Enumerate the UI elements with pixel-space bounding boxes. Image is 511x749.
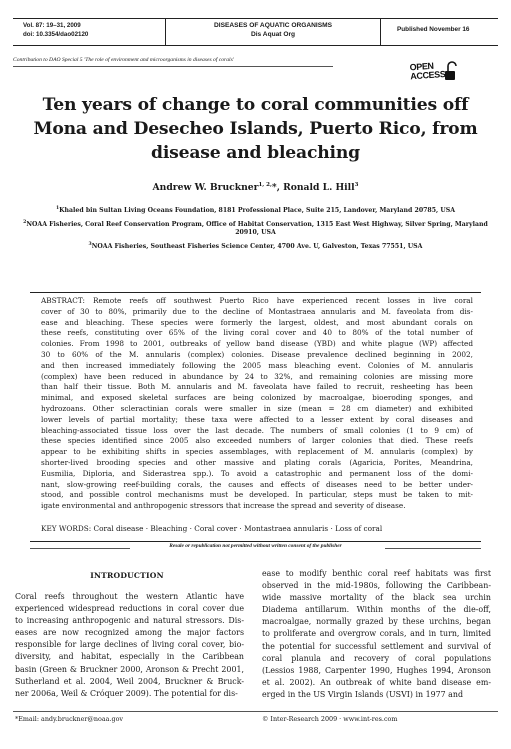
body-text-line: responsible for large declines of living coral cover, bio- bbox=[15, 640, 244, 650]
abstract-line: these species identified since 2005 also exceeded numbers of larger colonies that died. These reefs bbox=[41, 436, 473, 446]
divider bbox=[385, 548, 481, 549]
divider bbox=[13, 66, 333, 67]
author-name: Andrew W. Bruckner bbox=[152, 182, 259, 193]
contribution-note: Contribution to DAO Special 5 'The role of environment and microorganisms in diseases of corals' bbox=[13, 57, 234, 63]
body-text-line: coral planula and recovery of coral populations bbox=[262, 653, 491, 663]
body-text-line: wide massive mortality of the black sea urchin bbox=[262, 593, 491, 603]
section-heading: INTRODUCTION bbox=[90, 571, 164, 580]
body-text-line: eases are now recognized among the major factors bbox=[15, 628, 244, 638]
affiliation-marks: 3 bbox=[354, 181, 359, 188]
resale-note: Resale or republication not permitted without written consent of the publisher bbox=[169, 543, 342, 549]
abstract-line: than half their tissue. Both M. annularis and M. faveolata have failed to recruit, resheeting has been bbox=[41, 382, 473, 392]
abstract-line: hydrozoans. Other scleractinian corals were smaller in size (mean = 28 cm diameter) and exhibited bbox=[41, 403, 473, 413]
body-text-line: to proliferate and overgrow corals, and in turn, limited bbox=[262, 629, 491, 639]
header-divider bbox=[380, 19, 381, 45]
abstract-line: appear to be exhibiting shifts in species assemblages, with replacement of M. annularis (complex) by bbox=[41, 447, 473, 457]
body-text-line: diversity, and habitat, especially in the Caribbean bbox=[15, 652, 244, 662]
abstract-line: Eusmilia, Diploria, and Siderastrea spp.). To avoid a catastrophic and permanent loss of the domi- bbox=[41, 468, 473, 478]
abstract-line: and then increased immediately following the 2005 mass bleaching event. Colonies of M. annularis bbox=[41, 360, 473, 370]
corresponding-mark: * bbox=[271, 182, 277, 193]
doi[interactable]: doi: 10.3354/dao02120 bbox=[23, 31, 89, 38]
abstract-line: bleaching-associated tissue loss over the last decade. The numbers of small colonies (1 to 9 cm) of bbox=[41, 425, 473, 435]
abstract-line: cover of 30 to 80%, primarily due to the decline of Montastraea annularis and M. faveolata from dis- bbox=[41, 306, 473, 316]
open-access-logo-text bbox=[409, 61, 450, 82]
author-name: Ronald L. Hill bbox=[283, 182, 355, 193]
open-lock-icon bbox=[407, 60, 457, 84]
body-text-line: Coral reefs throughout the western Atlantic have bbox=[15, 592, 244, 601]
published-date: Published November 16 bbox=[397, 26, 470, 33]
body-text-line: et al. 2002). An outbreak of white band disease em- bbox=[262, 677, 491, 687]
body-text-line: experienced widespread reductions in coral cover due bbox=[15, 604, 244, 614]
abstract-line: colonies. From 1998 to 2001, outbreaks of yellow band disease (YBD) and white plague (WP) affected bbox=[41, 339, 473, 349]
journal-abbreviation: Dis Aquat Org bbox=[250, 31, 296, 38]
affiliation-text: NOAA Fisheries, Southeast Fisheries Science Center, 4700 Ave. U, Galveston, Texas 77551, USA bbox=[91, 243, 423, 250]
abstract-line: lower levels of partial mortality; these taxa were affected to a lesser extent by coral diseases and bbox=[41, 414, 473, 424]
copyright: © Inter-Research 2009 · www.int-res.com bbox=[262, 715, 398, 723]
header-divider bbox=[165, 19, 166, 45]
abstract-line: these reefs, constituting over 65% of the living coral cover and 40 to 80% of the total number of bbox=[41, 328, 473, 338]
affiliation-mark: 1 bbox=[55, 205, 60, 211]
body-text-line: macroalgae, normally grazed by these urchins, began bbox=[262, 617, 491, 627]
abstract-line: (complex) have been reduced in abundance by 24 to 32%, and remaining colonies are missing more bbox=[41, 371, 473, 381]
abstract-line: minimal, and exposed skeletal surfaces are being colonized by macroalgae, bioeroding sponges, and bbox=[41, 393, 473, 403]
body-text-line: ease to modify benthic coral reef habitats was first bbox=[262, 569, 491, 578]
body-text-line: (Lessios 1988, Carpenter 1990, Hughes 1994, Aronson bbox=[262, 665, 491, 675]
affiliation bbox=[22, 221, 489, 238]
author-list bbox=[30, 182, 481, 193]
abstract-line: ABSTRACT: Remote reefs off southwest Puerto Rico have experienced recent losses in live coral bbox=[41, 296, 473, 305]
corresponding-email[interactable]: *Email: andy.bruckner@noaa.gov bbox=[15, 715, 124, 723]
body-column-right bbox=[262, 568, 491, 701]
body-column-left bbox=[15, 591, 244, 700]
affiliation-mark: 2 bbox=[23, 219, 27, 225]
body-text-line: erged in the US Virgin Islands (USVI) in 1977 and bbox=[262, 689, 464, 699]
journal-name: DISEASES OF AQUATIC ORGANISMS bbox=[214, 22, 332, 29]
author-separator: , bbox=[276, 182, 284, 193]
keywords: KEY WORDS: Coral disease · Bleaching · Coral cover · Montastraea annularis · Loss of coral bbox=[41, 524, 383, 533]
affiliation-text: NOAA Fisheries, Coral Reef Conservation Program, Office of Habitat Conservation, 1315 East West Highway, Silver Spring, Maryland 20910, USA bbox=[26, 221, 488, 237]
open-access-line1: OPEN bbox=[409, 60, 434, 73]
abstract-line: stood, and possible control mechanisms must be developed. In particular, steps must be taken to mit- bbox=[41, 490, 473, 500]
abstract-line: nant, slow-growing reef-building corals, the causes and effects of diseases need to be better under- bbox=[41, 479, 473, 489]
body-text-line: basin (Green & Bruckner 2000, Aronson & Precht 2001, bbox=[15, 664, 244, 674]
abstract-line: igate environmental and anthropogenic stressors that increase the spread and severity of disease. bbox=[41, 501, 406, 511]
affiliation-text: Khaled bin Sultan Living Oceans Foundation, 8181 Professional Place, Suite 215, Landover, Maryland 20785, USA bbox=[59, 207, 456, 214]
affiliation-marks: 1, 2, bbox=[258, 181, 272, 188]
open-access-line2: ACCESS bbox=[409, 68, 446, 82]
affiliation bbox=[22, 243, 489, 251]
body-text-line: Diadema antillarum. Within months of the die-off, bbox=[262, 605, 491, 615]
body-text-line: the potential for successful settlement and survival of bbox=[262, 641, 491, 651]
affiliation bbox=[22, 207, 489, 215]
abstract-line: shorter-lived brooding species and other massive and plating corals (Agaricia, Porites, Meandrina, bbox=[41, 457, 473, 467]
article-title: Ten years of change to coral communities off Mona and Desecheo Islands, Puerto Rico, from disease and bleaching bbox=[33, 95, 478, 163]
abstract-line: ease and bleaching. These species were formerly the largest, oldest, and most abundant corals on bbox=[41, 317, 473, 327]
abstract bbox=[41, 296, 473, 512]
journal-header bbox=[13, 18, 498, 46]
body-text-line: observed in the mid-1980s, following the Caribbean- bbox=[262, 581, 491, 591]
body-text-line: to increasing anthropogenic and natural stressors. Dis- bbox=[15, 616, 244, 626]
body-text-line: Sutherland et al. 2004, Weil 2004, Bruckner & Bruck- bbox=[15, 676, 244, 686]
abstract-line: 30 to 60% of the M. annularis (complex) colonies. Disease prevalence declined beginning in 2002, bbox=[41, 349, 473, 359]
body-text-line: ner 2006a, Weil & Cróquer 2009). The potential for dis- bbox=[15, 688, 238, 698]
affiliation-mark: 3 bbox=[88, 241, 92, 247]
footnote-divider bbox=[13, 711, 498, 712]
volume-pages: Vol. 87: 19–31, 2009 bbox=[23, 22, 81, 29]
